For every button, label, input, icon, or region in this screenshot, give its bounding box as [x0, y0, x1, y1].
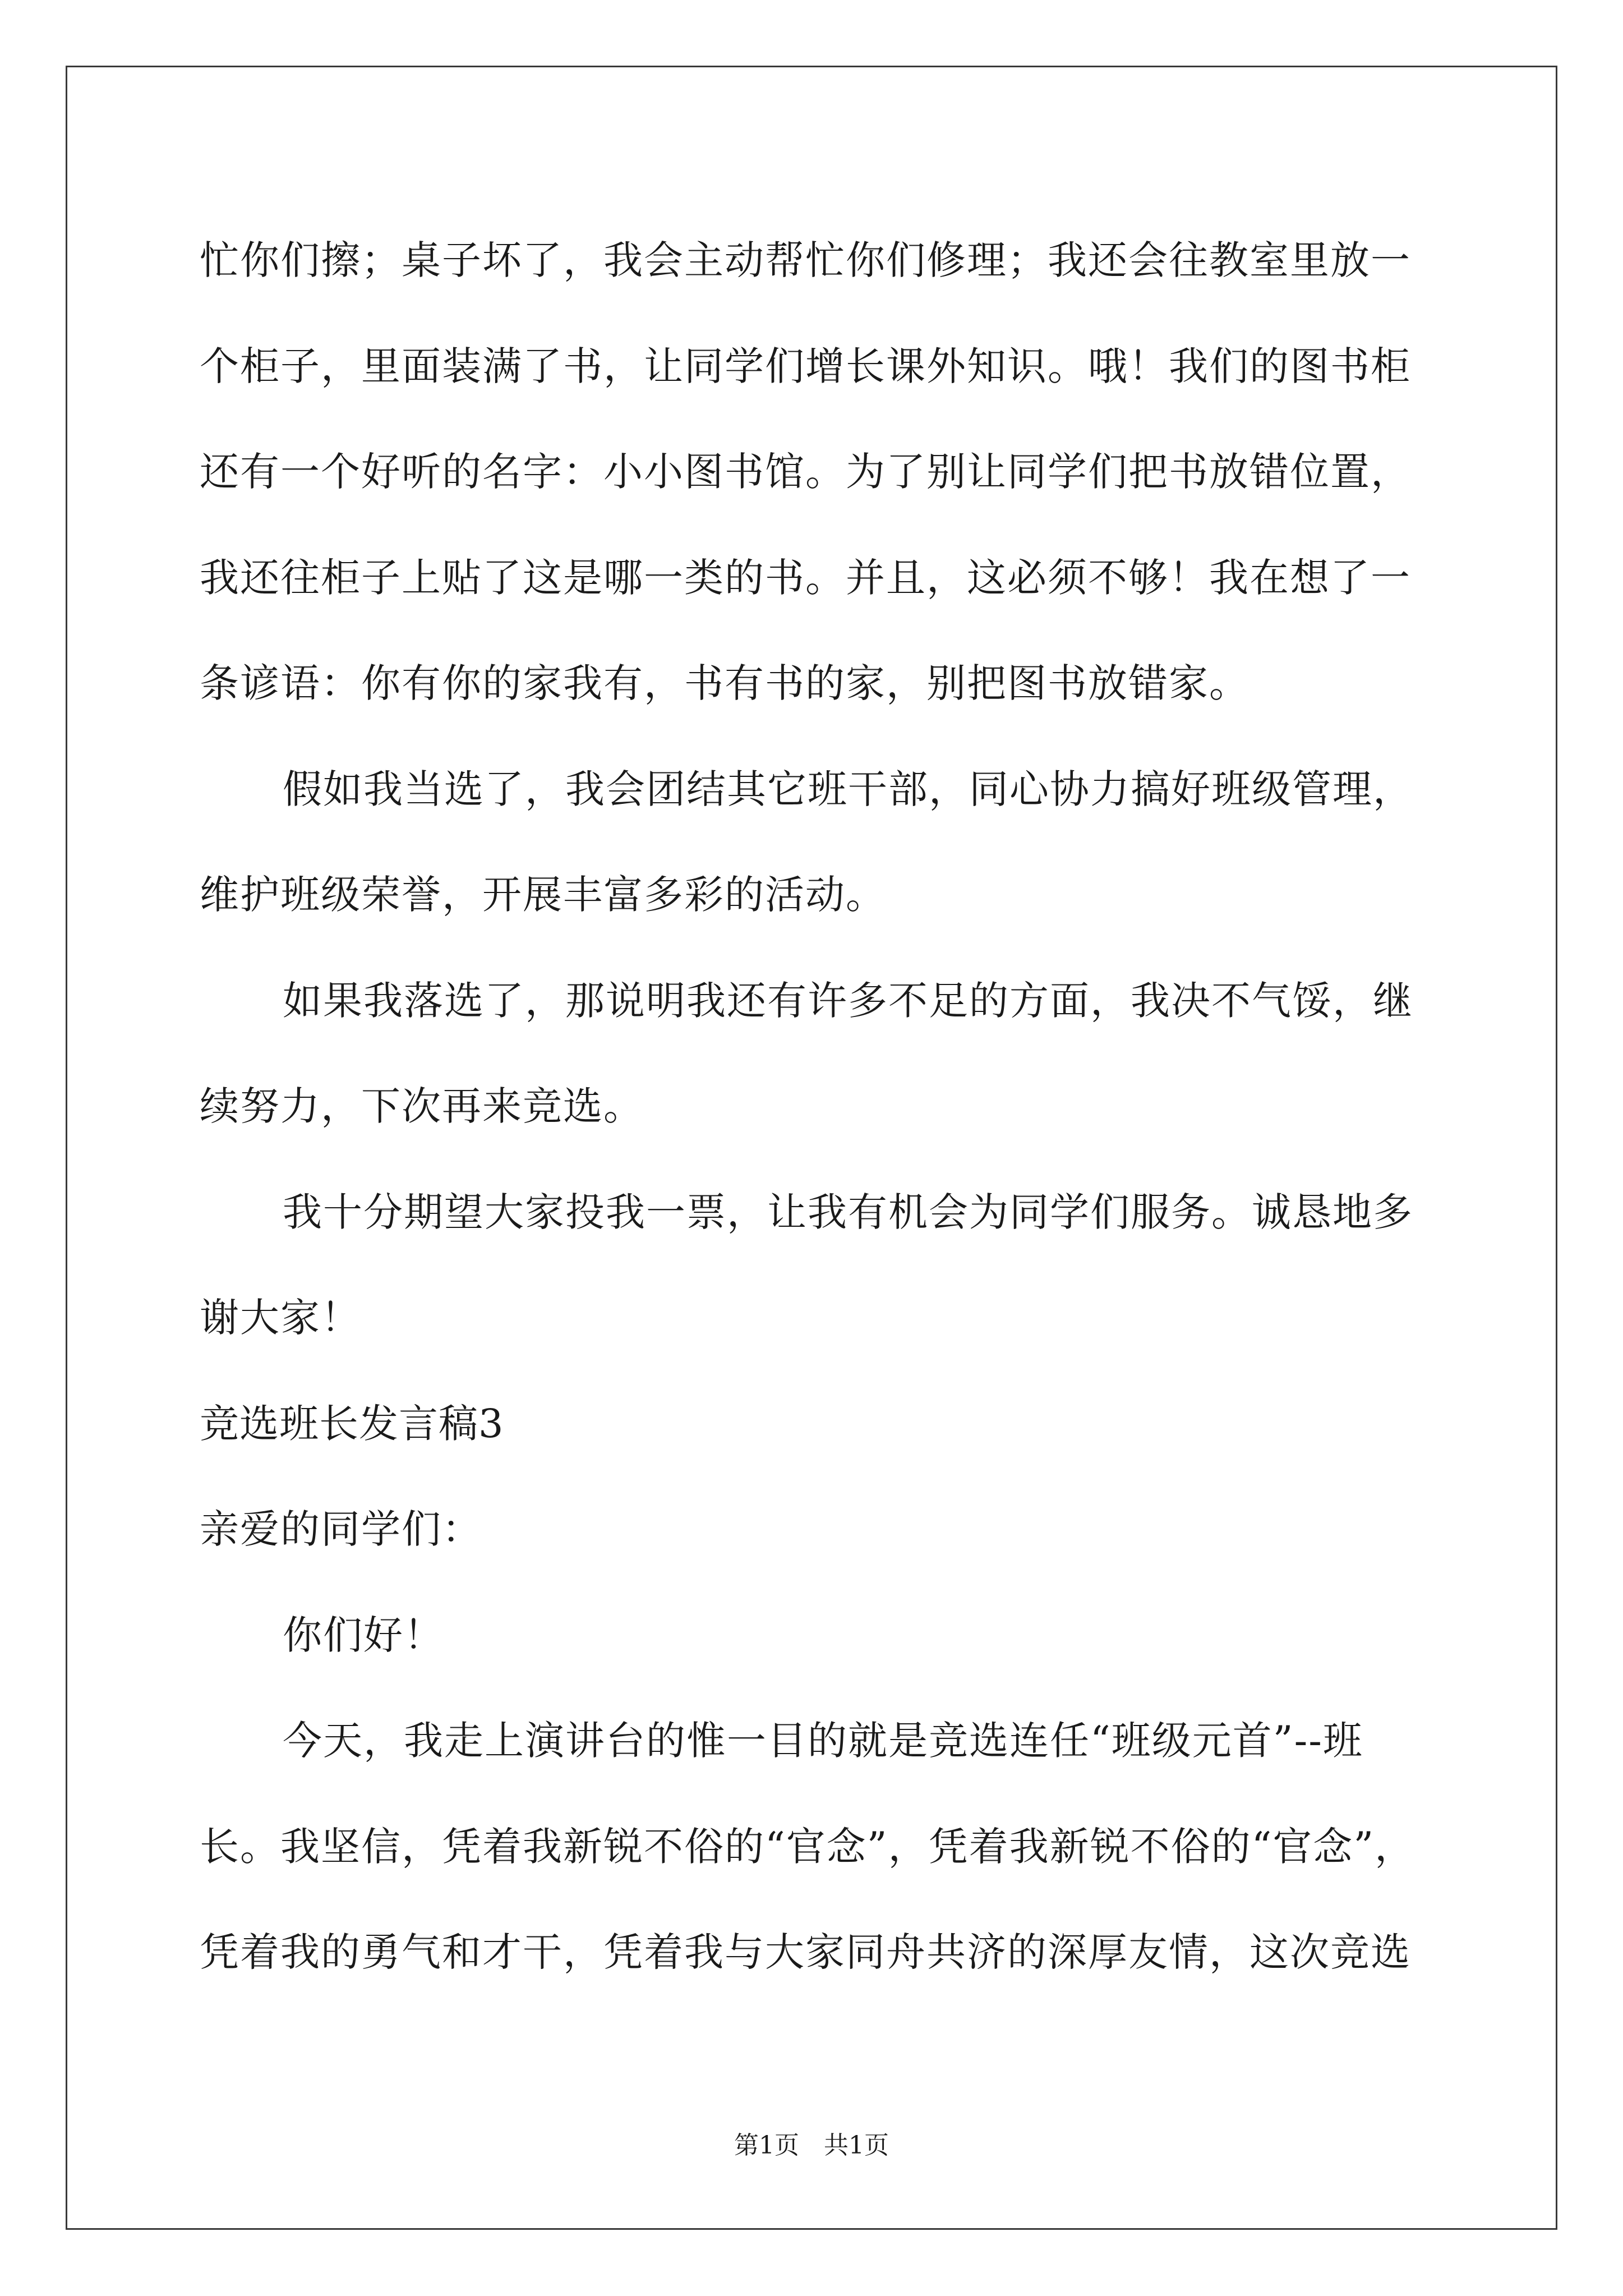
text-line: 长。我坚信，凭着我新锐不俗的“官念”，凭着我新锐不俗的“官念”，	[200, 1823, 1415, 1870]
text-line: 还有一个好听的名字：小小图书馆。为了别让同学们把书放错位置，	[200, 449, 1411, 495]
section-heading: 竞选班长发言稿3	[200, 1400, 504, 1447]
page-footer: 第1页 共1页	[734, 2131, 889, 2160]
text-line: 续努力，下次再来竞选。	[200, 1083, 644, 1129]
text-line: 忙你们擦；桌子坏了，我会主动帮忙你们修理；我还会往教室里放一	[200, 237, 1411, 283]
paragraph-first-line: 如果我落选了，那说明我还有许多不足的方面，我决不气馁，继	[283, 977, 1413, 1024]
document-body	[200, 208, 1433, 2005]
text-line: 维护班级荣誉，开展丰富多彩的活动。	[200, 872, 886, 918]
salutation: 亲爱的同学们：	[200, 1506, 482, 1552]
text-line: 个柜子，里面装满了书，让同学们增长课外知识。哦！我们的图书柜	[200, 343, 1411, 389]
paragraph-first-line: 我十分期望大家投我一票，让我有机会为同学们服务。诚恳地多	[283, 1189, 1413, 1235]
text-line: 凭着我的勇气和才干，凭着我与大家同舟共济的深厚友情，这次竞选	[200, 1929, 1411, 1975]
paragraph-first-line: 今天，我走上演讲台的惟一目的就是竞选连任“班级元首”--班	[283, 1718, 1363, 1764]
greeting: 你们好！	[283, 1612, 444, 1658]
text-line: 谢大家！	[200, 1295, 361, 1341]
paragraph-first-line: 假如我当选了，我会团结其它班干部，同心协力搞好班级管理，	[283, 766, 1413, 812]
text-line: 条谚语：你有你的家我有，书有书的家，别把图书放错家。	[200, 660, 1249, 706]
text-line: 我还往柜子上贴了这是哪一类的书。并且，这必须不够！我在想了一	[200, 554, 1411, 601]
